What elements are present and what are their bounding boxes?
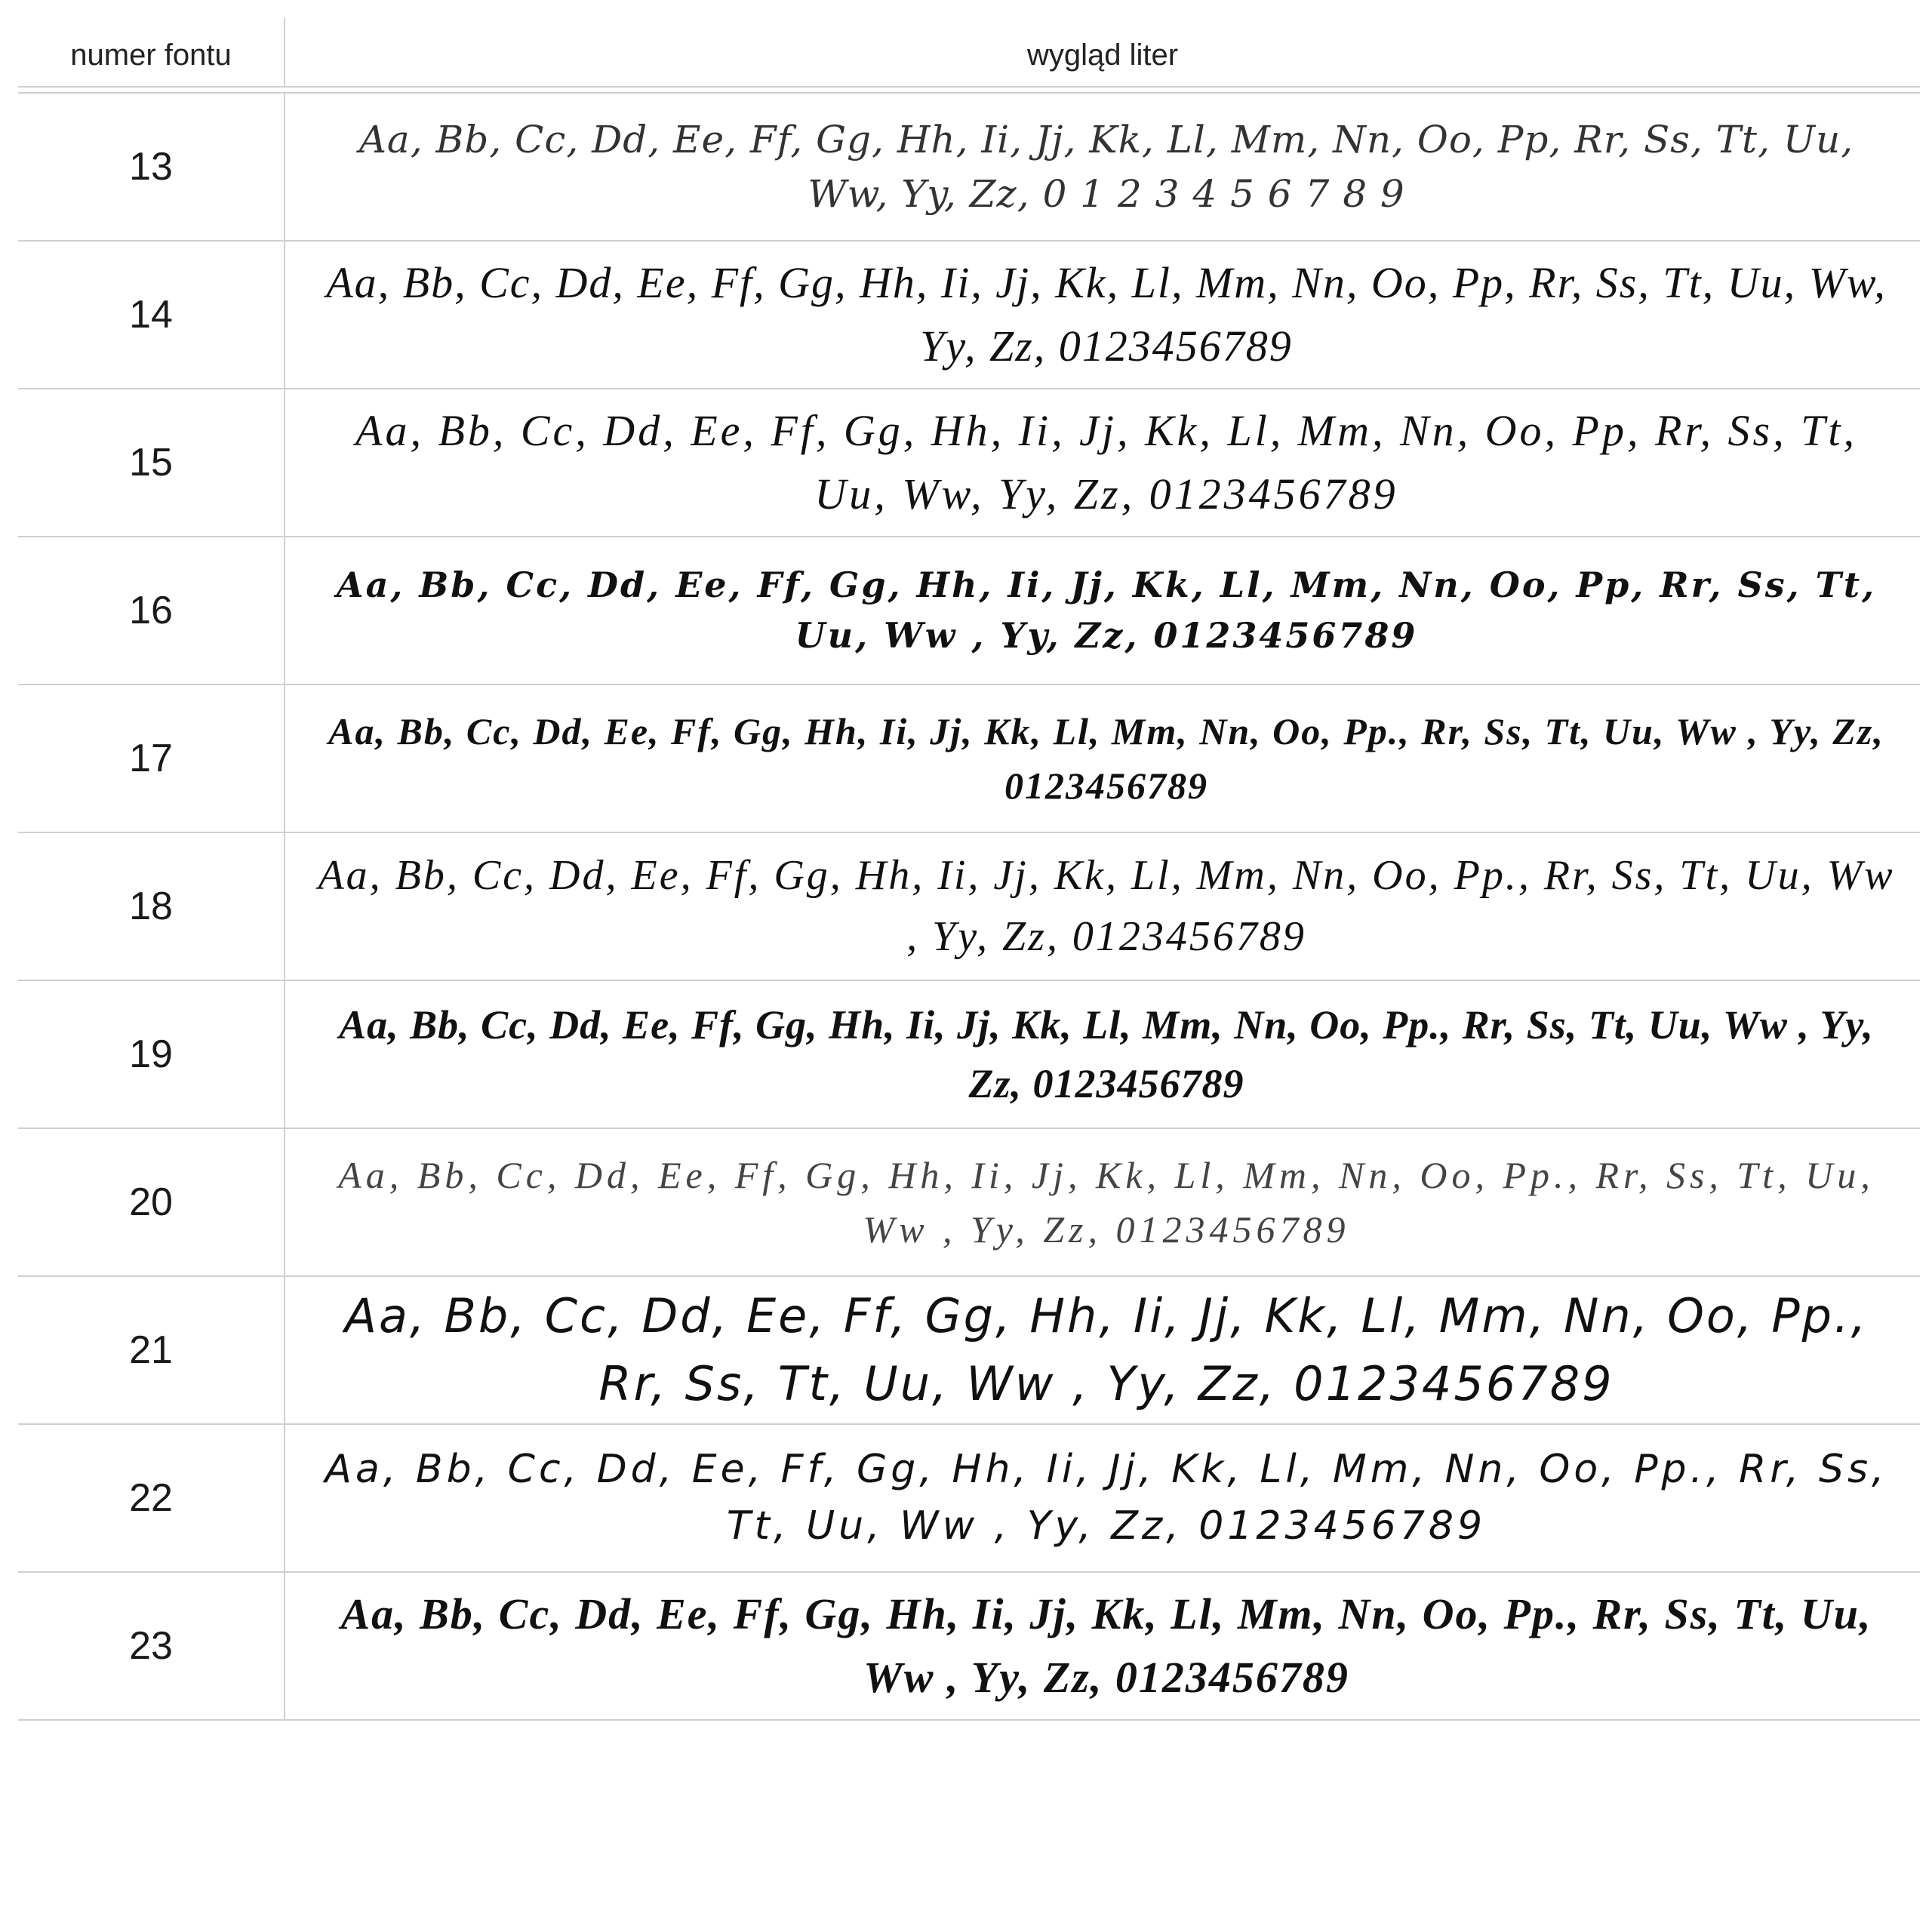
header-divider — [18, 88, 1920, 94]
font-number: 15 — [18, 389, 285, 536]
table-row — [18, 1425, 1920, 1573]
font-number: 20 — [18, 1129, 285, 1275]
font-number: 13 — [18, 94, 285, 240]
font-sample: Aa, Bb, Cc, Dd, Ee, Ff, Gg, Hh, Ii, Jj, Kk, Ll, Mm, Nn, Oo, Pp, Rr, Ss, Tt, Uu, Ww, Yy, Zz, 0 1 2 3 4 5 6 7 8 9 — [358, 117, 1854, 216]
font-sample: Aa, Bb, Cc, Dd, Ee, Ff, Gg, Hh, Ii, Jj, Kk, Ll, Mm, Nn, Oo, Pp., Rr, Ss, Tt, Uu, Ww , Yy, Zz, 0123456789 — [339, 1001, 1874, 1106]
font-table — [18, 18, 1920, 1721]
font-sample: Aa, Bb, Cc, Dd, Ee, Ff, Gg, Hh, Ii, Jj, Kk, Ll, Mm, Nn, Oo, Pp., Rr, Ss, Tt, Uu, Ww , Yy, Zz, 0123456789 — [325, 1446, 1888, 1549]
table-row — [18, 1277, 1920, 1425]
font-sample-cell — [285, 1129, 1920, 1275]
font-number: 17 — [18, 685, 285, 832]
font-number: 16 — [18, 537, 285, 684]
font-number: 21 — [18, 1277, 285, 1423]
font-sample: Aa, Bb, Cc, Dd, Ee, Ff, Gg, Hh, Ii, Jj, Kk, Ll, Mm, Nn, Oo, Pp, Rr, Ss, Tt, Uu, Ww, Yy, Zz, 0123456789 — [355, 405, 1857, 518]
font-number: 23 — [18, 1573, 285, 1719]
table-row — [18, 94, 1920, 242]
table-row — [18, 1129, 1920, 1277]
font-sample: Aa, Bb, Cc, Dd, Ee, Ff, Gg, Hh, Ii, Jj, Kk, Ll, Mm, Nn, Oo, Pp., Rr, Ss, Tt, Uu, Ww , Yy, Zz, 0123456789 — [344, 1288, 1869, 1411]
font-sample: Aa, Bb, Cc, Dd, Ee, Ff, Gg, Hh, Ii, Jj, Kk, Ll, Mm, Nn, Oo, Pp., Rr, Ss, Tt, Uu, Ww , Yy, Zz, 0123456789 — [328, 709, 1884, 807]
font-sample: Aa, Bb, Cc, Dd, Ee, Ff, Gg, Hh, Ii, Jj, Kk, Ll, Mm, Nn, Oo, Pp., Rr, Ss, Tt, Uu, Ww , Yy, Zz, 0123456789 — [338, 1153, 1875, 1251]
font-sample-cell — [285, 94, 1920, 240]
font-sample: Aa, Bb, Cc, Dd, Ee, Ff, Gg, Hh, Ii, Jj, Kk, Ll, Mm, Nn, Oo, Pp., Rr, Ss, Tt, Uu, Ww , Yy, Zz, 0123456789 — [318, 851, 1895, 960]
font-sample-cell — [285, 833, 1920, 980]
table-row — [18, 242, 1920, 389]
font-number: 22 — [18, 1425, 285, 1571]
font-sample-cell — [285, 1573, 1920, 1719]
font-sample-cell — [285, 685, 1920, 832]
table-row — [18, 389, 1920, 537]
font-sample-cell — [285, 537, 1920, 684]
font-number: 19 — [18, 981, 285, 1128]
table-row — [18, 685, 1920, 833]
table-row — [18, 981, 1920, 1129]
header-font-number: numer fontu — [18, 18, 285, 86]
table-row — [18, 833, 1920, 981]
font-number: 14 — [18, 242, 285, 388]
font-sample-cell — [285, 389, 1920, 536]
font-sample: Aa, Bb, Cc, Dd, Ee, Ff, Gg, Hh, Ii, Jj, Kk, Ll, Mm, Nn, Oo, Pp, Rr, Ss, Tt, Uu, Ww, Yy, Zz, 0123456789 — [326, 257, 1887, 371]
font-sample: Aa, Bb, Cc, Dd, Ee, Ff, Gg, Hh, Ii, Jj, Kk, Ll, Mm, Nn, Oo, Pp, Rr, Ss, Tt, Uu, Ww , Yy, Zz, 0123456789 — [336, 565, 1877, 656]
header-letter-look: wygląd liter — [1026, 38, 1179, 72]
table-header — [18, 18, 1920, 88]
table-row — [18, 1573, 1920, 1721]
font-sample-cell — [285, 242, 1920, 388]
table-row — [18, 537, 1920, 685]
font-number: 18 — [18, 833, 285, 980]
font-sample-cell — [285, 1425, 1920, 1571]
font-sample-cell — [285, 981, 1920, 1128]
font-sample: Aa, Bb, Cc, Dd, Ee, Ff, Gg, Hh, Ii, Jj, Kk, Ll, Mm, Nn, Oo, Pp., Rr, Ss, Tt, Uu, Ww , Yy, Zz, 0123456789 — [340, 1589, 1872, 1702]
font-sample-cell — [285, 1277, 1920, 1423]
